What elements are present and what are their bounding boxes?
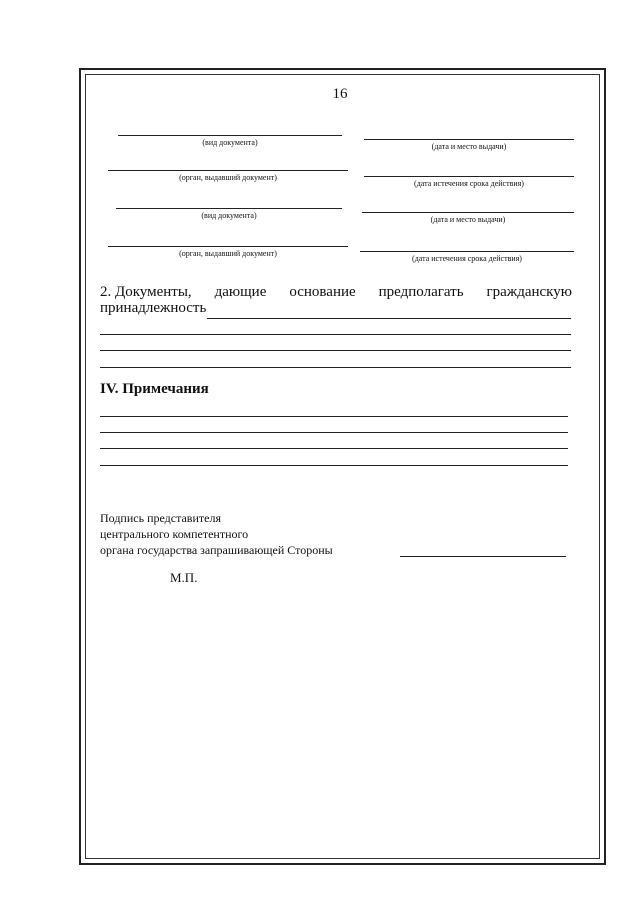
seal-placeholder: М.П. <box>170 570 198 585</box>
issue-date-place-line-1[interactable] <box>364 139 574 140</box>
notes-line-1[interactable] <box>100 416 568 417</box>
page-border-inner <box>85 74 600 859</box>
notes-line-4[interactable] <box>100 465 568 466</box>
issue-date-place-line-2[interactable] <box>362 212 574 213</box>
notes-line-2[interactable] <box>100 432 568 433</box>
doc-type-line-2[interactable] <box>116 208 342 209</box>
citizenship-docs-line-1[interactable] <box>207 318 571 319</box>
signature-line[interactable] <box>400 556 566 557</box>
issue-date-place-caption-1: (дата и место выдачи) <box>431 142 507 151</box>
doc-type-caption-2: (вид документа) <box>201 211 257 220</box>
section2-title-line2: принадлежность <box>100 300 207 316</box>
issue-date-place-caption-2: (дата и место выдачи) <box>430 215 506 224</box>
section2-title-row <box>100 284 572 301</box>
signature-label-line-1: Подпись представителя <box>100 511 221 525</box>
expiry-date-caption-1: (дата истечения срока действия) <box>414 179 524 188</box>
issuing-authority-line-2[interactable] <box>108 246 348 247</box>
citizenship-docs-line-2[interactable] <box>100 334 571 335</box>
expiry-date-caption-2: (дата истечения срока действия) <box>412 254 522 263</box>
expiry-date-line-2[interactable] <box>360 251 574 252</box>
doc-type-line-1[interactable] <box>118 135 342 136</box>
signature-label-line-3: органа государства запрашивающей Стороны <box>100 543 333 557</box>
doc-type-caption-1: (вид документа) <box>202 138 258 147</box>
section2-word-3: основание <box>289 284 356 300</box>
section2-word-1: 2. Документы, <box>100 284 192 300</box>
section2-word-2: дающие <box>214 284 267 300</box>
page-number: 16 <box>332 86 348 102</box>
issuing-authority-caption-2: (орган, выдавший документ) <box>179 249 277 258</box>
notes-heading: IV. Примечания <box>100 381 209 397</box>
section2-word-4: предполагать <box>378 284 464 300</box>
signature-label-line-2: центрального компетентного <box>100 527 249 541</box>
section2-word-5: гражданскую <box>486 284 572 300</box>
expiry-date-line-1[interactable] <box>364 176 574 177</box>
notes-line-3[interactable] <box>100 448 568 449</box>
issuing-authority-line-1[interactable] <box>108 170 348 171</box>
citizenship-docs-line-4[interactable] <box>100 367 571 368</box>
citizenship-docs-line-3[interactable] <box>100 350 571 351</box>
issuing-authority-caption-1: (орган, выдавший документ) <box>179 173 277 182</box>
